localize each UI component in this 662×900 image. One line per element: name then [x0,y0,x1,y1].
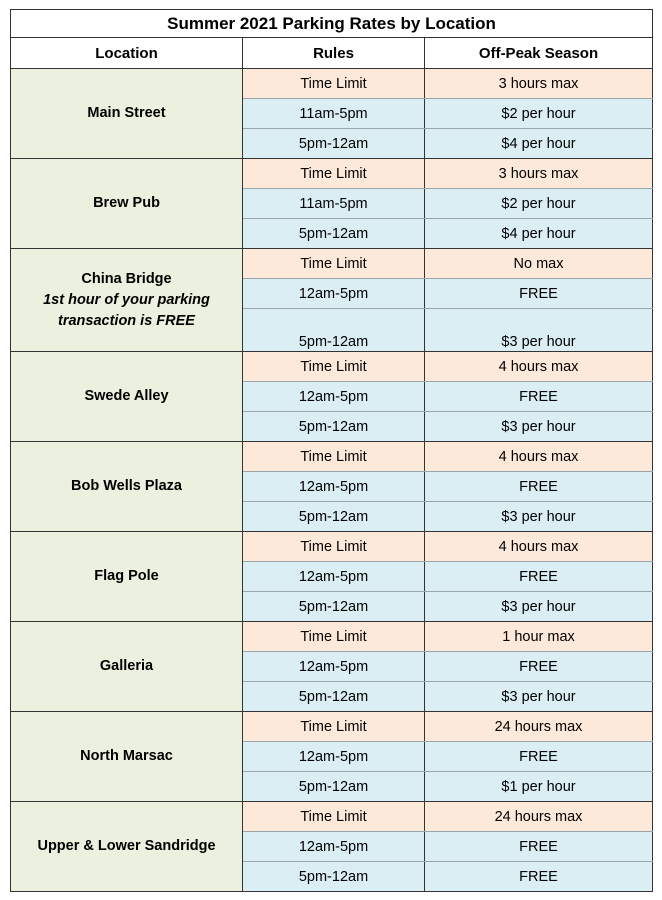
off-peak-rate-cell: $4 per hour [425,219,653,249]
location-name: Bob Wells Plaza [71,478,182,494]
location-name: Swede Alley [84,388,169,404]
off-peak-rate-cell: FREE [425,279,653,309]
column-header-off-peak-season: Off-Peak Season [425,38,653,69]
off-peak-rate-cell: FREE [425,862,653,892]
location-cell [11,532,243,622]
location-name: North Marsac [80,748,173,764]
off-peak-rate-cell: 3 hours max [425,159,653,189]
location-name: China Bridge [81,270,172,287]
location-name: Galleria [99,658,154,674]
rule-cell: Time Limit [243,622,425,652]
location-cell [11,249,243,352]
rule-cell: 5pm-12am [243,592,425,622]
rule-cell: 11am-5pm [243,99,425,129]
rule-cell: Time Limit [243,159,425,189]
table-row [11,69,653,99]
table-row [11,532,653,562]
rule-cell: 5pm-12am [243,682,425,712]
location-cell [11,352,243,442]
off-peak-rate-cell: $3 per hour [425,309,653,352]
rule-cell: 12am-5pm [243,279,425,309]
off-peak-rate-cell: FREE [425,832,653,862]
off-peak-rate-cell: $2 per hour [425,99,653,129]
rule-cell: Time Limit [243,69,425,99]
rule-cell: Time Limit [243,352,425,382]
location-name: Brew Pub [93,195,160,211]
off-peak-rate-cell: FREE [425,472,653,502]
table-row [11,352,653,382]
location-cell [11,622,243,712]
location-cell [11,69,243,159]
rule-cell: 12am-5pm [243,562,425,592]
location-name: Main Street [87,105,166,121]
rule-cell: 5pm-12am [243,412,425,442]
off-peak-rate-cell: 4 hours max [425,352,653,382]
off-peak-rate-cell: $3 per hour [425,682,653,712]
off-peak-rate-cell: 24 hours max [425,802,653,832]
parking-rates-sheet [10,9,652,892]
table-row [11,712,653,742]
off-peak-rate-cell: $3 per hour [425,412,653,442]
location-name: Upper & Lower Sandridge [37,838,216,854]
rule-cell: 12am-5pm [243,832,425,862]
rule-cell: 5pm-12am [243,772,425,802]
off-peak-rate-cell: No max [425,249,653,279]
rule-cell: 5pm-12am [243,129,425,159]
off-peak-rate-cell: FREE [425,652,653,682]
rule-cell: 5pm-12am [243,862,425,892]
location-cell [11,712,243,802]
rule-cell: 5pm-12am [243,309,425,352]
table-row [11,622,653,652]
rule-cell: Time Limit [243,712,425,742]
rule-cell: 5pm-12am [243,502,425,532]
location-cell [11,802,243,892]
rule-cell: Time Limit [243,249,425,279]
rule-cell: 12am-5pm [243,472,425,502]
off-peak-rate-cell: 3 hours max [425,69,653,99]
rule-cell: Time Limit [243,532,425,562]
location-name: Flag Pole [94,568,159,584]
parking-rates-table [10,9,653,892]
table-row [11,802,653,832]
off-peak-rate-cell: 1 hour max [425,622,653,652]
rule-cell: Time Limit [243,802,425,832]
rule-cell: 12am-5pm [243,742,425,772]
rule-cell: 12am-5pm [243,652,425,682]
location-cell [11,159,243,249]
location-note: 1st hour of your parking transaction is FREE [43,291,210,329]
column-header-location: Location [11,38,243,69]
off-peak-rate-cell: $4 per hour [425,129,653,159]
off-peak-rate-cell: $3 per hour [425,502,653,532]
off-peak-rate-cell: 24 hours max [425,712,653,742]
off-peak-rate-cell: $2 per hour [425,189,653,219]
header-row [11,38,653,69]
rule-cell: 5pm-12am [243,219,425,249]
table-row [11,249,653,279]
rates-body [11,69,653,892]
off-peak-rate-cell: $3 per hour [425,592,653,622]
location-cell [11,442,243,532]
off-peak-rate-cell: FREE [425,742,653,772]
rule-cell: 12am-5pm [243,382,425,412]
column-header-rules: Rules [243,38,425,69]
table-row [11,442,653,472]
off-peak-rate-cell: FREE [425,562,653,592]
table-row [11,159,653,189]
off-peak-rate-cell: $1 per hour [425,772,653,802]
rule-cell: Time Limit [243,442,425,472]
off-peak-rate-cell: 4 hours max [425,442,653,472]
table-title: Summer 2021 Parking Rates by Location [11,10,653,38]
rule-cell: 11am-5pm [243,189,425,219]
off-peak-rate-cell: 4 hours max [425,532,653,562]
off-peak-rate-cell: FREE [425,382,653,412]
